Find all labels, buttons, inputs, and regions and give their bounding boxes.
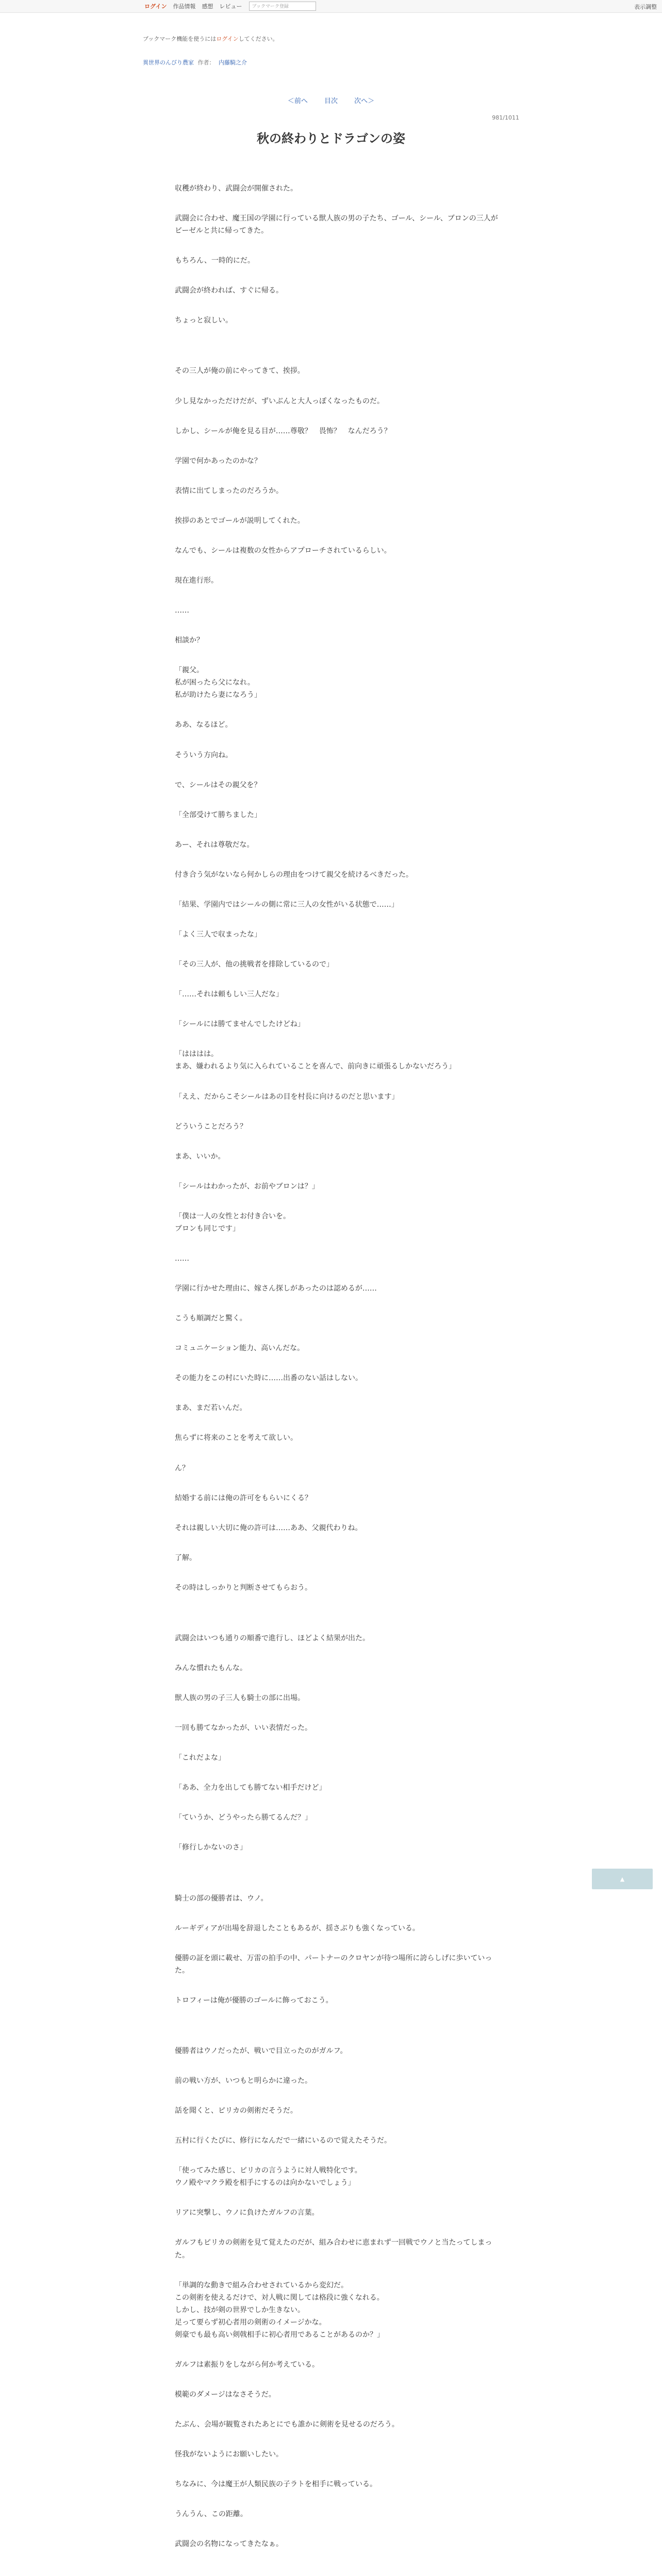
paragraph: 付き合う気がないなら何かしらの理由をつけて親父を続けるべきだった。 [175,870,413,879]
paragraph: たぶん、会場が観覧されたあとにでも誰かに剣術を見せるのだろう。 [175,2420,399,2429]
paragraph: 相談か？ [175,636,204,645]
paragraph: 了解。 [175,1553,196,1562]
paragraph: 優勝者はウノだったが、戦いで目立ったのがガルフ。 [175,2046,347,2055]
paragraph: 「シールはわかったが、お前やブロンは？」 [175,1182,319,1191]
paragraph: 「これだよな」 [175,1754,225,1762]
author-prefix: 作者： [197,59,215,66]
page-top-button[interactable]: ▲ [592,1869,653,1889]
bookmark-notice [143,35,519,43]
paragraph: トロフィーは俺が優勝のゴールに飾っておこう。 [175,1996,333,2005]
section-break [143,1612,519,1632]
section-break [143,2568,519,2576]
paragraph: 「親父。 私が困ったら父になれ。 私が助けたら妻になろう」 [175,666,261,700]
author-link[interactable]: 内藤騎之介 [219,59,247,66]
section-break [143,2024,519,2045]
paragraph: 「ええ、だからこそシールはあの目を村長に向けるのだと思います」 [175,1092,399,1101]
paragraph: なんでも、シールは複数の女性からアプローチされているらしい。 [175,546,391,555]
paragraph: その三人が俺の前にやってきて、挨拶。 [175,367,305,376]
review-link[interactable]: レビュー [219,3,242,10]
notice-prefix: ブックマーク機能を使うには [143,36,217,42]
paragraph: あー、それは尊敬だな。 [175,840,254,849]
paragraph: ルーギディアが出場を辞退したこともあるが、揺さぶりも強くなっている。 [175,1924,420,1933]
paragraph: 「シールには勝てませんでしたけどね」 [175,1020,305,1029]
paragraph: 武闘会が終われば、すぐに帰る。 [175,286,283,295]
paragraph: ガルフは素振りをしながら何か考えている。 [175,2361,319,2369]
paragraph: 前の戦い方が、いつもと明らかに違った。 [175,2077,312,2085]
impressions-link[interactable]: 感想 [202,3,213,10]
breadcrumb [143,58,519,66]
paragraph: ちなみに、今は魔王が人類民族の子ラトを相手に戦っている。 [175,2480,377,2489]
paragraph: 「全部受けて勝ちました」 [175,810,261,819]
paragraph: …… [175,1254,189,1263]
paragraph: で、シールはその親父を？ [175,781,261,789]
paragraph: ちょっと寂しい。 [175,316,233,325]
paragraph: ああ、なるほど。 [175,721,233,730]
paragraph: 「その三人が、他の挑戦者を排除しているので」 [175,960,334,969]
paragraph: そういう方向ね。 [175,751,233,759]
paragraph: 武闘会の名物になってきたなぁ。 [175,2540,283,2549]
paragraph: 騎士の部の優勝者は、ウノ。 [175,1894,268,1903]
paragraph: 学園に行かせた理由に、嫁さん探しがあったのは認めるが…… [175,1284,377,1293]
index-link[interactable]: 目次 [324,97,338,105]
novel-container [143,35,519,2576]
paragraph: 現在進行形。 [175,577,218,585]
paragraph: 五村に行くたびに、修行になんだで一緒にいるので覚えたそうだ。 [175,2137,391,2145]
paragraph: まあ、いいか。 [175,1152,225,1161]
paragraph: 話を聞くと、ピリカの剣術だそうだ。 [175,2107,297,2115]
paragraph: 焦らずに将来のことを考えて欲しい。 [175,1434,297,1443]
paragraph: 学園で何かあったのかな？ [175,456,261,465]
paragraph: 一回も勝てなかったが、いい表情だった。 [175,1724,312,1733]
paragraph: 「僕は一人の女性とお付き合いを。 ブロンも同じです」 [175,1212,290,1233]
series-title-link[interactable]: 異世界のんびり農家 [143,59,194,66]
paragraph: 「ああ、全力を出しても勝てない相手だけど」 [175,1784,326,1792]
paragraph: 「……それは頼もしい三人だな」 [175,990,283,999]
novel-body [143,182,519,2576]
paragraph: …… [175,606,189,615]
paragraph: リアに突撃し、ウノに負けたガルフの言葉。 [175,2209,319,2217]
paragraph: ん？ [175,1464,189,1472]
section-break [143,1872,519,1892]
paragraph: それは親しい大切に俺の許可は……ああ、父親代わりね。 [175,1523,362,1532]
works-info-link[interactable]: 作品情報 [173,3,196,10]
paragraph: ガルフもピリカの剣術を見て覚えたのだが、組み合わせに恵まれず一回戦でウノと当たってしまった。 [175,2239,492,2260]
chapter-title: 秋の終わりとドラゴンの姿 [257,131,405,146]
paragraph: その時はしっかりと判断させてもらおう。 [175,1583,312,1592]
paragraph: 優勝の証を頭に載せ、万雷の拍手の中、パートナーのクロヤンが待つ場所に誇らしげに歩いていった。 [175,1954,492,1975]
chapter-pager [143,95,519,105]
login-link[interactable]: ログイン [144,3,167,10]
paragraph: 表情に出てしまったのだろうか。 [175,486,283,495]
paragraph: もちろん、一時的にだ。 [175,257,255,265]
next-link[interactable]: 次へ＞ [354,97,375,105]
top-nav-bar [0,0,662,13]
paragraph: 「結果、学園内ではシールの側に常に三人の女性がいる状態で……」 [175,900,399,909]
paragraph: 獣人族の男の子三人も騎士の部に出場。 [175,1694,305,1703]
paragraph: しかし、シールが俺を見る目が……尊敬？ 畏怖？ なんだろう？ [175,427,391,435]
paragraph: まあ、まだ若いんだ。 [175,1404,247,1413]
notice-login-link[interactable]: ログイン [216,36,239,42]
paragraph: 「はははは。 まあ、嫌われるより気に入られていることを喜んで、前向きに頑張るしかないだろう」 [175,1050,456,1071]
paragraph: コミュニケーション能力、高いんだな。 [175,1344,305,1353]
paragraph: どういうことだろう？ [175,1122,247,1131]
paragraph: こうも順調だと驚く。 [175,1314,247,1323]
paragraph: 収穫が終わり、武闘会が開催された。 [175,184,297,193]
section-break [143,344,519,365]
paragraph: 武闘会に合わせ、魔王国の学園に行っている獣人族の男の子たち、ゴール、シール、ブロンの三人がビーゼルと共に帰ってきた。 [175,214,498,235]
paragraph: 挨拶のあとでゴールが説明してくれた。 [175,516,305,525]
paragraph: 「使ってみた感じ、ピリカの言うように対人戦特化です。 ウノ殿やマクラ殿を相手にするのは向かないでしょう」 [175,2166,362,2188]
bookmark-button[interactable]: ブックマーク登録 [249,2,316,11]
chapter-number: 981/1011 [492,114,519,121]
paragraph: 「ていうか、どうやったら勝てるんだ？」 [175,1814,312,1822]
paragraph: みんな慣れたもんな。 [175,1664,247,1672]
paragraph: 模範のダメージはなさそうだ。 [175,2391,276,2399]
paragraph: 「よく三人で収まったな」 [175,930,261,939]
paragraph: 「単調的な動きで組み合わせされているから変幻だ。 この剣術を使えるだけで、対人戦に関しては格段に強くなれる。 しかし、技が剣の世界でしか生きない。 足って要らず初心者用の剣術のイメージかな。 剣豪でも最も高い剣戟相手に初心者用であることがあるのか？」 [175,2281,384,2339]
display-settings-link[interactable]: 表示調整 [634,4,657,10]
prev-link[interactable]: ＜前へ [287,97,308,105]
paragraph: 「修行しかないのさ」 [175,1843,247,1852]
paragraph: 武闘会はいつも通りの順番で進行し、ほどよく結果が出た。 [175,1634,370,1642]
paragraph: 少し見なかっただけだが、ずいぶんと大人っぽくなったものだ。 [175,397,384,405]
paragraph: 結婚する前には俺の許可をもらいにくる？ [175,1494,312,1502]
paragraph: 怪我がないようにお願いしたい。 [175,2450,283,2459]
paragraph: その能力をこの村にいた時に……出番のない話はしない。 [175,1374,362,1383]
paragraph: うんうん、この距離。 [175,2510,247,2519]
notice-suffix: してください。 [238,36,278,42]
